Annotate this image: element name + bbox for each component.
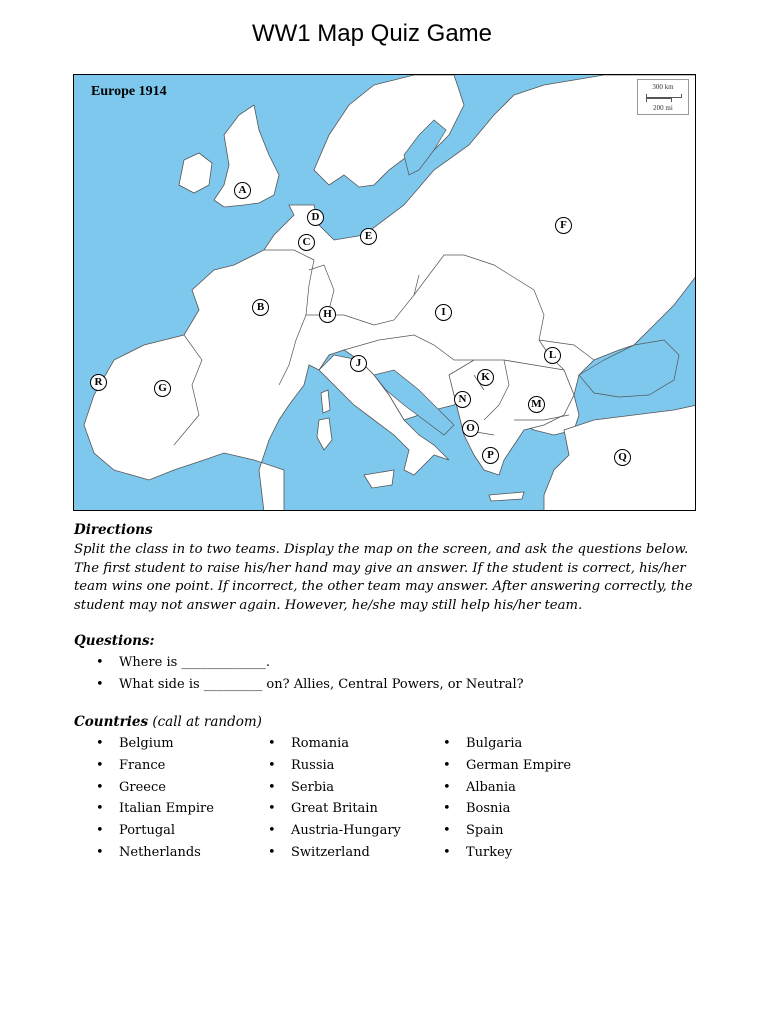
- country-name: German Empire: [466, 757, 572, 773]
- country-name: Turkey: [466, 844, 513, 860]
- country-name: Netherlands: [119, 844, 201, 860]
- map-marker-d[interactable]: D: [307, 209, 324, 226]
- bullet: •: [268, 779, 276, 795]
- map-marker-a[interactable]: A: [234, 182, 251, 199]
- list-item: [268, 823, 401, 845]
- bullet: •: [96, 677, 104, 692]
- list-item: [443, 736, 571, 758]
- map-marker-n[interactable]: N: [454, 391, 471, 408]
- country-name: Great Britain: [291, 801, 378, 817]
- map-marker-b[interactable]: B: [252, 299, 269, 316]
- bullet: •: [96, 655, 104, 670]
- countries-column-3: [443, 736, 571, 867]
- country-name: Bosnia: [466, 801, 511, 817]
- list-item: [268, 758, 401, 780]
- map-marker-p[interactable]: P: [482, 447, 499, 464]
- question-text: Where is _____________.: [119, 655, 271, 670]
- country-name: Bulgaria: [466, 736, 523, 751]
- country-name: Greece: [119, 779, 166, 795]
- bullet: •: [443, 801, 451, 817]
- map-marker-h[interactable]: H: [319, 306, 336, 323]
- bullet: •: [443, 757, 451, 773]
- bullet: •: [96, 801, 104, 817]
- country-name: Switzerland: [291, 844, 370, 860]
- bullet: •: [268, 736, 276, 751]
- countries-column-2: [268, 736, 401, 867]
- map-scale: [637, 79, 689, 115]
- countries-column-1: [96, 736, 214, 867]
- questions-heading: Questions:: [74, 633, 155, 649]
- scale-bar-mi: [646, 98, 672, 102]
- list-item: [443, 823, 571, 845]
- scale-km-label: 300 km: [652, 83, 674, 91]
- country-name: France: [119, 757, 166, 773]
- map-marker-k[interactable]: K: [477, 369, 494, 386]
- bullet: •: [268, 823, 276, 839]
- list-item: [443, 845, 571, 867]
- country-name: Italian Empire: [119, 801, 214, 817]
- country-name: Austria-Hungary: [291, 823, 401, 839]
- bullet: •: [96, 844, 104, 860]
- list-item: [96, 677, 524, 699]
- list-item: [443, 801, 571, 823]
- sardinia-land: [317, 418, 332, 450]
- list-item: [268, 736, 401, 758]
- map-marker-f[interactable]: F: [555, 217, 572, 234]
- question-text: What side is _________ on? Allies, Central Powers, or Neutral?: [119, 677, 524, 692]
- corsica-land: [321, 390, 330, 413]
- bullet: •: [96, 823, 104, 839]
- bullet: •: [96, 736, 104, 751]
- europe-map: [73, 74, 696, 511]
- map-marker-q[interactable]: Q: [614, 449, 631, 466]
- ireland-land: [179, 153, 212, 193]
- map-marker-c[interactable]: C: [298, 234, 315, 251]
- country-name: Albania: [466, 779, 516, 795]
- map-graphic: [74, 75, 696, 511]
- bullet: •: [96, 779, 104, 795]
- sicily-land: [364, 470, 394, 488]
- list-item: [96, 736, 214, 758]
- list-item: [96, 780, 214, 802]
- countries-heading-label: Countries: [74, 714, 149, 730]
- country-name: Belgium: [119, 736, 174, 751]
- list-item: [443, 780, 571, 802]
- directions-text: Split the class in to two teams. Display the map on the screen, and ask the questions below. The first student to raise his/her hand may give an answer. If the student is correct, his/her team wins one point. If incorrect, the other team may answer. After answering correctly, the student may not answer again. However, he/she may still help his/her team.: [74, 542, 693, 613]
- country-name: Spain: [466, 823, 504, 839]
- bullet: •: [268, 844, 276, 860]
- map-marker-i[interactable]: I: [435, 304, 452, 321]
- map-marker-e[interactable]: E: [360, 228, 377, 245]
- list-item: [268, 845, 401, 867]
- bullet: •: [443, 736, 451, 751]
- directions-heading: Directions: [74, 522, 153, 538]
- list-item: [96, 655, 524, 677]
- map-marker-o[interactable]: O: [462, 420, 479, 437]
- countries-heading: [74, 714, 704, 730]
- list-item: [268, 780, 401, 802]
- country-name: Russia: [291, 757, 335, 773]
- bullet: •: [443, 823, 451, 839]
- scale-mi-label: 200 mi: [653, 104, 673, 112]
- list-item: [96, 801, 214, 823]
- map-marker-g[interactable]: G: [154, 380, 171, 397]
- country-name: Portugal: [119, 823, 176, 839]
- country-name: Romania: [291, 736, 349, 751]
- list-item: [96, 845, 214, 867]
- map-marker-m[interactable]: M: [528, 396, 545, 413]
- questions-list: [96, 655, 524, 699]
- map-marker-r[interactable]: R: [90, 374, 107, 391]
- countries-heading-note: (call at random): [152, 714, 262, 730]
- country-name: Serbia: [291, 779, 335, 795]
- list-item: [96, 823, 214, 845]
- bullet: •: [268, 757, 276, 773]
- list-item: [96, 758, 214, 780]
- page-title: WW1 Map Quiz Game: [251, 20, 493, 47]
- map-marker-j[interactable]: J: [350, 355, 367, 372]
- list-item: [443, 758, 571, 780]
- map-marker-l[interactable]: L: [544, 347, 561, 364]
- map-caption: Europe 1914: [91, 84, 167, 99]
- bullet: •: [96, 757, 104, 773]
- crete-land: [489, 492, 524, 501]
- bullet: •: [443, 779, 451, 795]
- bullet: •: [443, 844, 451, 860]
- bullet: •: [268, 801, 276, 817]
- list-item: [268, 801, 401, 823]
